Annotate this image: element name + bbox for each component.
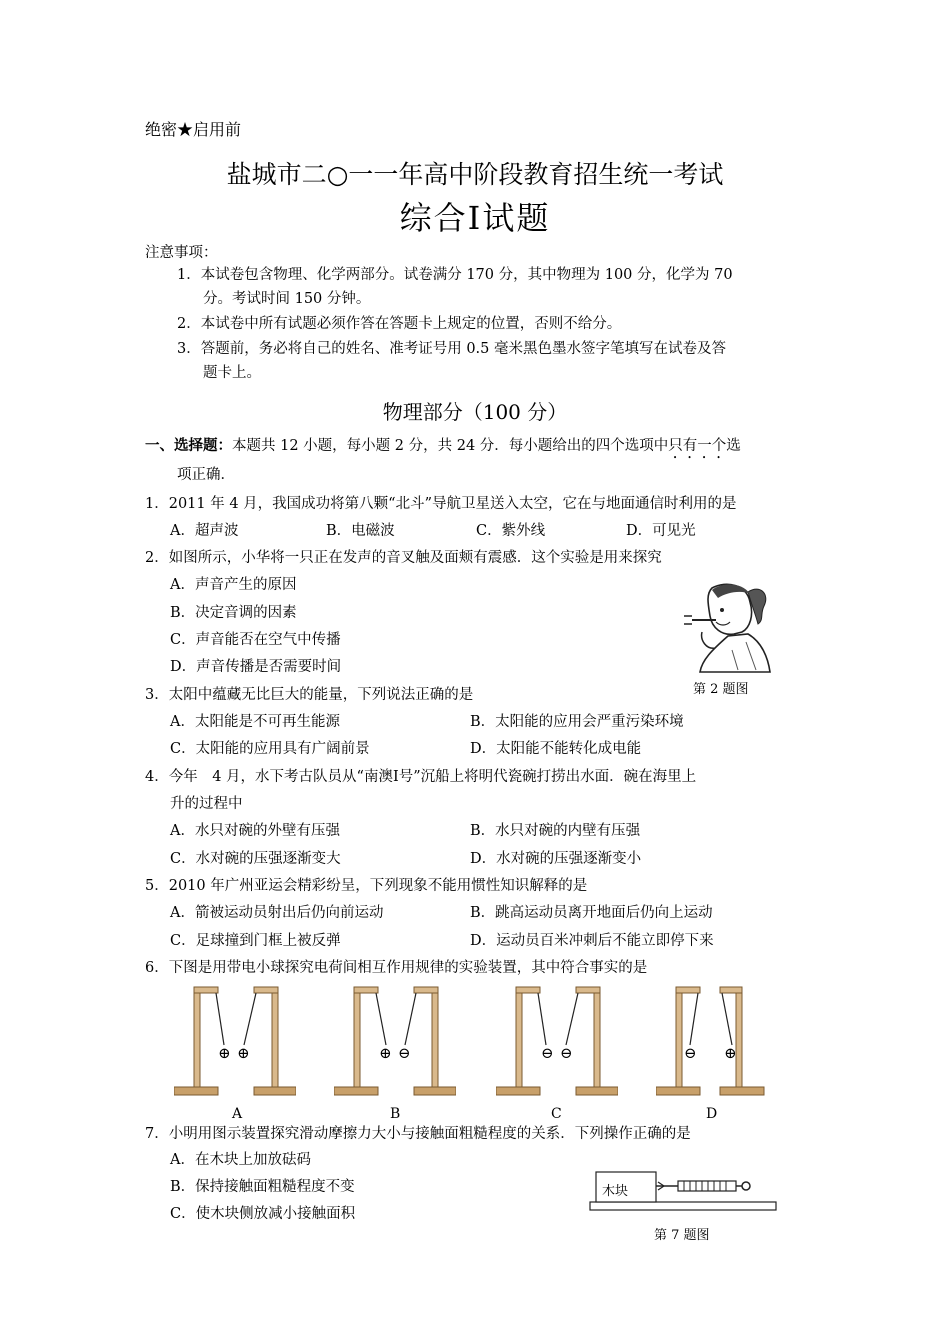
charge-apparatus-c [496, 985, 618, 1100]
notice-item: 分。考试时间 150 分钟。 [203, 291, 371, 307]
exam-title: 盐城市二○一一年高中阶段教育招生统一考试 [226, 160, 724, 189]
exam-subtitle: 综合Ⅰ试题 [399, 199, 551, 237]
charge-apparatus-d [656, 985, 778, 1100]
option: B．保持接触面粗糙程度不变 [170, 1179, 355, 1195]
figure-label: A [232, 1106, 243, 1122]
section-title: 物理部分（100 分） [382, 400, 568, 424]
question-stem: 7．小明用图示装置探究滑动摩擦力大小与接触面粗糙程度的关系．下列操作正确的是 [145, 1126, 691, 1142]
notice-item: 题卡上。 [203, 365, 261, 381]
figure-caption: 第 7 题图 [654, 1228, 710, 1243]
option: A．超声波 [170, 523, 239, 539]
option: B．水只对碗的内壁有压强 [470, 823, 641, 839]
question-stem: 1．2011 年 4 月，我国成功将第八颗“北斗”导航卫星送入太空，它在与地面通信时利用的是 [145, 496, 737, 512]
option: C．水对碗的压强逐渐变大 [170, 851, 341, 867]
option: A．在木块上加放砝码 [170, 1152, 311, 1168]
figure-label: B [390, 1106, 401, 1122]
option: A．水只对碗的外壁有压强 [170, 823, 340, 839]
charge-symbol: ⊕ [218, 1044, 231, 1062]
charge-symbol: ⊖ [684, 1044, 697, 1062]
option: D．可见光 [626, 523, 696, 539]
question-stem: 6．下图是用带电小球探究电荷间相互作用规律的实验装置，其中符合事实的是 [145, 960, 648, 976]
option: A．箭被运动员射出后仍向前运动 [170, 905, 384, 921]
charge-symbol: ⊕ [724, 1044, 737, 1062]
option: B．太阳能的应用会严重污染环境 [470, 714, 684, 730]
notice-item: 1．本试卷包含物理、化学两部分。试卷满分 170 分，其中物理为 100 分，化学为 70 [177, 267, 733, 283]
figure-caption: 第 2 题图 [693, 682, 749, 697]
notice-item: 2．本试卷中所有试题必须作答在答题卡上规定的位置，否则不给分。 [177, 316, 622, 332]
charge-symbol: ⊖ [541, 1044, 554, 1062]
option: A．太阳能是不可再生能源 [170, 714, 340, 730]
charge-symbol: ⊖ [398, 1044, 411, 1062]
charge-symbol: ⊕ [379, 1044, 392, 1062]
option: C．足球撞到门框上被反弹 [170, 933, 341, 949]
part-instructions [145, 436, 741, 462]
block-label: 木块 [602, 1184, 629, 1199]
option: B．跳高运动员离开地面后仍向上运动 [470, 905, 713, 921]
option: C．太阳能的应用具有广阔前景 [170, 741, 370, 757]
option: A．声音产生的原因 [170, 577, 297, 593]
part-label: 一、选择题： [145, 437, 232, 454]
figure-label: C [551, 1106, 562, 1122]
option: C．声音能否在空气中传播 [170, 632, 341, 648]
figure-label: D [706, 1106, 718, 1122]
charge-apparatus-a [174, 985, 296, 1100]
question-stem: 5．2010 年广州亚运会精彩纷呈，下列现象不能用惯性知识解释的是 [145, 878, 588, 894]
part-tail: 选 [726, 438, 741, 454]
notice-heading: 注意事项： [145, 245, 218, 261]
girl-tuning-fork-figure [672, 580, 772, 675]
option: D．运动员百米冲刺后不能立即停下来 [470, 933, 714, 949]
notice-item: 3．答题前，务必将自己的姓名、准考证号用 0.5 毫米黑色墨水签字笔填写在试卷及答 [177, 341, 727, 357]
option: D．太阳能不能转化成电能 [470, 741, 642, 757]
option: C．紫外线 [476, 523, 546, 539]
part-text: 本题共 12 小题，每小题 2 分，共 24 分．每小题给出的四个选项中 [232, 438, 669, 454]
secret-label: 绝密★启用前 [145, 120, 242, 139]
charge-symbol: ⊕ [237, 1044, 250, 1062]
option: B．决定音调的因素 [170, 605, 297, 621]
question-stem-continued: 升的过程中 [170, 796, 243, 812]
emphasis-text: 只有一个 [668, 438, 727, 454]
option: D．声音传播是否需要时间 [170, 659, 342, 675]
option: B．电磁波 [326, 523, 395, 539]
part-instructions-line2: 项正确． [177, 467, 235, 483]
charge-symbol: ⊖ [560, 1044, 573, 1062]
option: C．使木块侧放减小接触面积 [170, 1206, 356, 1222]
option: D．水对碗的压强逐渐变小 [470, 851, 642, 867]
question-stem: 2．如图所示，小华将一只正在发声的音叉触及面颊有震感．这个实验是用来探究 [145, 550, 662, 566]
question-stem: 3．太阳中蕴藏无比巨大的能量，下列说法正确的是 [145, 687, 474, 703]
question-stem: 4．今年 4 月，水下考古队员从“南澳Ⅰ号”沉船上将明代瓷碗打捞出水面．碗在海里上 [145, 769, 697, 785]
charge-apparatus-b [334, 985, 456, 1100]
